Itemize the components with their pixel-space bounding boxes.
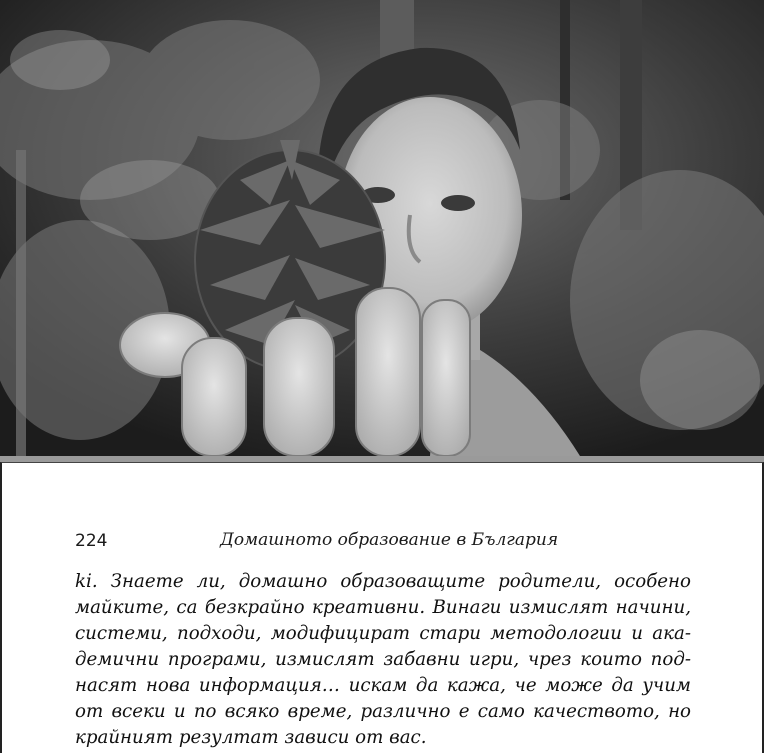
text-line: от всеки и по всяко време, различно е само качеството, но bbox=[75, 701, 691, 722]
text-line: системи, подходи, модифицират стари методологии и ака- bbox=[75, 623, 691, 644]
text-line: демични програми, измислят забавни игри, чрез които под- bbox=[75, 649, 691, 670]
text-line: крайният резултат зависи от вас. bbox=[75, 727, 427, 748]
running-title: Домашното образование в България bbox=[220, 530, 559, 550]
page-header bbox=[75, 525, 695, 555]
text-line: майките, са безкрайно креативни. Винаги измислят начини, bbox=[75, 597, 691, 618]
page-number: 224 bbox=[75, 531, 108, 551]
text-line: ki. Знаете ли, домашно образоващите родители, особено bbox=[75, 571, 691, 592]
book-page bbox=[0, 462, 764, 753]
text-line: насят нова информация… искам да кажа, че може да учим bbox=[75, 675, 691, 696]
body-paragraph bbox=[75, 569, 691, 751]
